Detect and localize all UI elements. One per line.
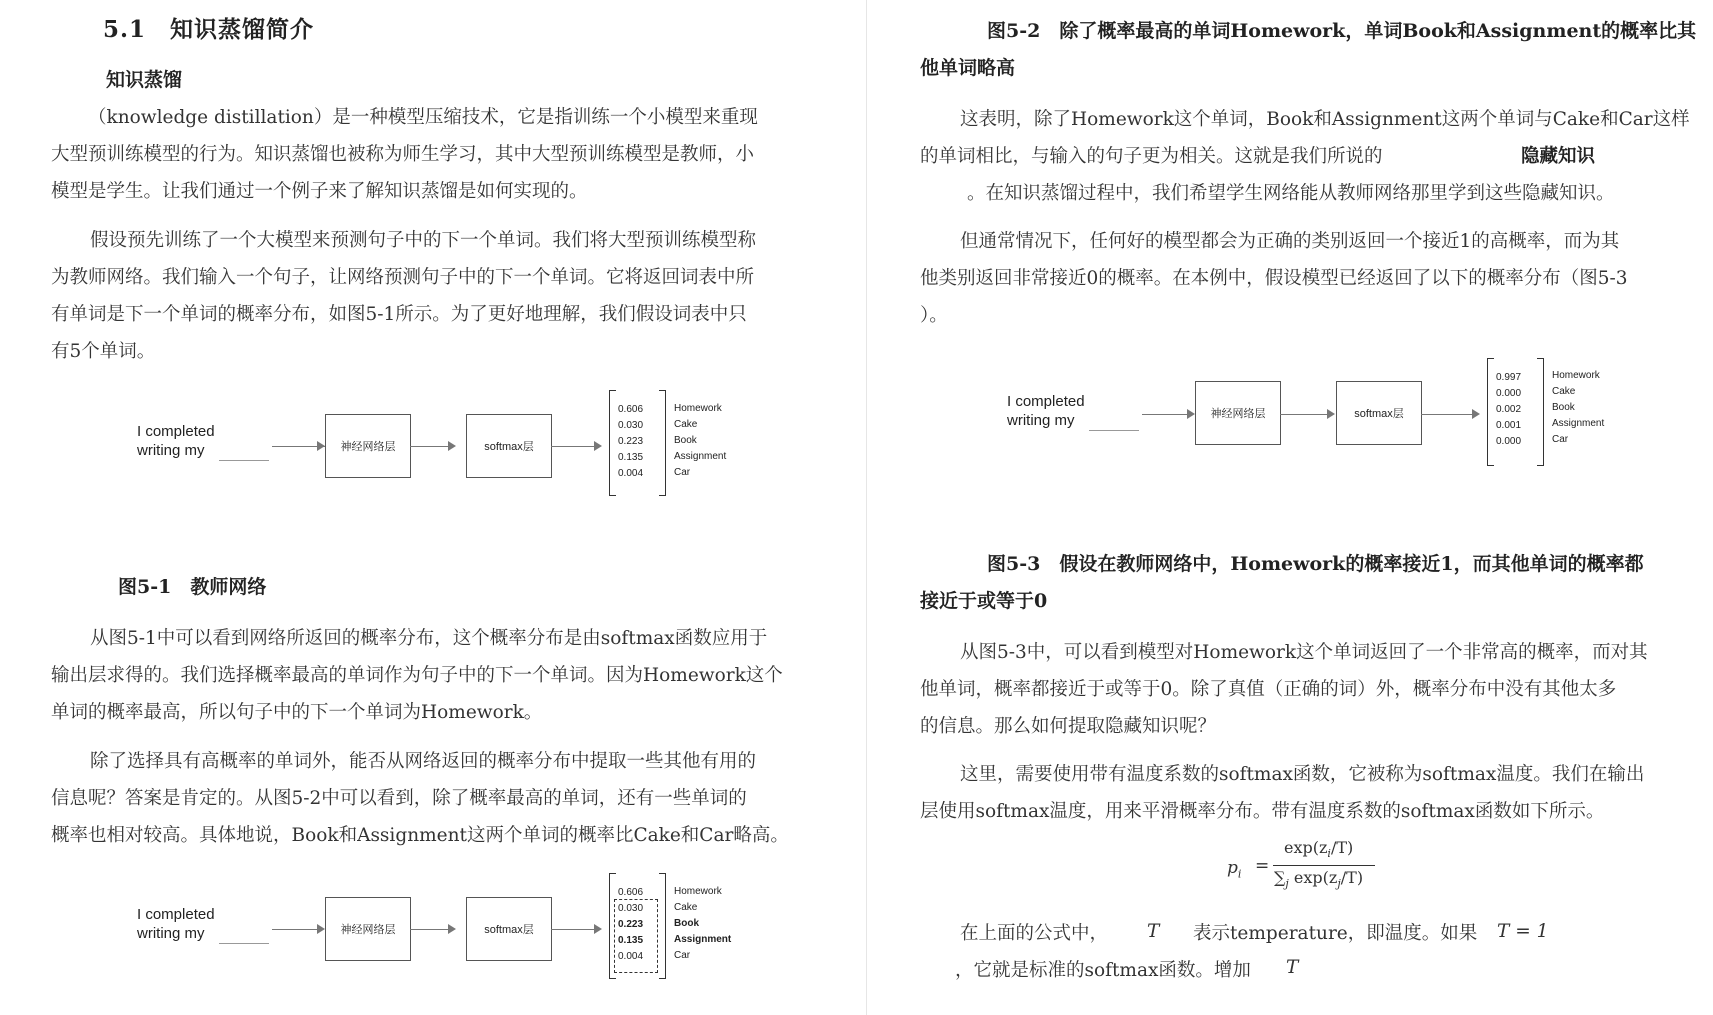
left-bracket	[609, 390, 616, 496]
fraction-bar	[1273, 865, 1375, 866]
word-label: Homework	[674, 403, 722, 414]
input-sentence-line1: I completed	[137, 906, 215, 923]
arrow-head	[448, 441, 456, 451]
paragraph-line: 但通常情况下，任何好的模型都会为正确的类别返回一个接近1的高概率，而为其	[960, 231, 1620, 252]
paragraph-line: 概率也相对较高。具体地说，Book和Assignment这两个单词的概率比Cake和Car略高。	[51, 825, 789, 846]
softmax-layer-box: softmax层	[1336, 381, 1422, 445]
arrow-head	[1327, 409, 1335, 419]
probability-value: 0.606	[618, 887, 644, 898]
word-label: Assignment	[1552, 418, 1605, 429]
input-underline	[1089, 430, 1139, 431]
paragraph-line: 输出层求得的。我们选择概率最高的单词作为句子中的下一个单词。因为Homework这个	[51, 665, 783, 686]
input-underline	[219, 460, 269, 461]
paragraph-line: ）。	[920, 305, 948, 326]
paragraph-line: 假设预先训练了一个大模型来预测句子中的下一个单词。我们将大型预训练模型称	[90, 230, 757, 251]
word-label: Car	[1552, 434, 1569, 445]
right-page	[867, 0, 1713, 1015]
arrow-head	[594, 924, 602, 934]
word-label: Cake	[1552, 386, 1576, 397]
word-label: Car	[674, 950, 691, 961]
section-title: 5.1 知识蒸馏简介	[103, 16, 315, 43]
hidden-knowledge-term: 隐藏知识	[1521, 146, 1596, 167]
neural-layer-box: 神经网络层	[325, 897, 411, 961]
word-column	[1552, 368, 1604, 448]
arrow-head	[1472, 409, 1480, 419]
formula-denominator: $\sum_j$ $\exp(z_j/T)$	[1274, 868, 1364, 891]
paragraph-line: 他类别返回非常接近0的概率。在本例中，假设模型已经返回了以下的概率分布（图5-3	[920, 268, 1628, 289]
paragraph-line: 大型预训练模型的行为。知识蒸馏也被称为师生学习，其中大型预训练模型是教师，小	[51, 144, 755, 165]
arrow-line	[551, 929, 599, 930]
figure-5-2-caption-line2: 他单词略高	[920, 57, 1016, 79]
probability-value: 0.030	[618, 420, 644, 431]
softmax-layer-box: softmax层	[466, 897, 552, 961]
softmax-temperature-formula	[1227, 838, 1427, 900]
input-sentence-line2: writing my	[1007, 412, 1075, 429]
arrow-head	[594, 441, 602, 451]
probability-value: 0.030	[618, 903, 644, 914]
arrow-line	[1280, 414, 1332, 415]
math-symbol-T: T	[1286, 957, 1299, 978]
formula-equals: =	[1255, 856, 1270, 876]
figure-5-3-diagram	[1007, 358, 1607, 468]
word-label: Book	[674, 435, 697, 446]
probability-value: 0.135	[618, 935, 644, 946]
probability-value: 0.223	[618, 436, 644, 447]
paragraph-line: 在上面的公式中，	[960, 923, 1109, 944]
probability-value: 0.000	[1496, 388, 1522, 399]
probability-column	[618, 885, 643, 965]
paragraph-line: 从图5-1中可以看到网络所返回的概率分布，这个概率分布是由softmax函数应用于	[90, 628, 768, 649]
formula-numerator: $\exp(z_i/T)$	[1284, 838, 1354, 861]
word-label: Book	[674, 918, 699, 929]
input-underline	[219, 943, 269, 944]
paragraph-line: 这里，需要使用带有温度系数的softmax函数，它被称为softmax温度。我们在输出	[960, 764, 1645, 785]
probability-value: 0.004	[618, 951, 644, 962]
word-label: Cake	[674, 902, 698, 913]
arrow-head	[1187, 409, 1195, 419]
paragraph-line: 有单词是下一个单词的概率分布，如图5-1所示。为了更好地理解，我们假设词表中只	[51, 304, 747, 325]
probability-value: 0.004	[618, 468, 644, 479]
probability-value: 0.606	[618, 404, 644, 415]
arrow-head	[317, 924, 325, 934]
paragraph-line: 从图5-3中，可以看到模型对Homework这个单词返回了一个非常高的概率，而对其	[960, 642, 1648, 663]
probability-value: 0.135	[618, 452, 644, 463]
word-label: Homework	[1552, 370, 1600, 381]
paragraph-line: 这表明，除了Homework这个单词，Book和Assignment这两个单词与Cake和Car这样	[960, 109, 1690, 130]
word-column	[674, 884, 731, 964]
word-label: Homework	[674, 886, 722, 897]
word-label: Car	[674, 467, 691, 478]
input-sentence-line2: writing my	[137, 442, 205, 459]
left-bracket	[1487, 358, 1494, 466]
paragraph-line: 有5个单词。	[51, 341, 156, 362]
probability-column	[618, 402, 643, 482]
word-label: Cake	[674, 419, 698, 430]
input-sentence-line2: writing my	[137, 925, 205, 942]
arrow-line	[1142, 414, 1192, 415]
probability-column	[1496, 370, 1521, 450]
paragraph-line: 单词的概率最高，所以句子中的下一个单词为Homework。	[51, 702, 543, 723]
softmax-layer-box: softmax层	[466, 414, 552, 478]
paragraph-line: 他单词，概率都接近于或等于0。除了真值（正确的词）外，概率分布中没有其他太多	[920, 679, 1617, 700]
paragraph-line: ，它就是标准的softmax函数。增加	[955, 960, 1251, 981]
paragraph-line: 信息呢？答案是肯定的。从图5-2中可以看到，除了概率最高的单词，还有一些单词的	[51, 788, 747, 809]
math-symbol-T: T	[1147, 921, 1160, 942]
paragraph-line: （knowledge distillation）是一种模型压缩技术，它是指训练一个小模型来重现	[88, 107, 758, 128]
probability-value: 0.000	[1496, 436, 1522, 447]
probability-value: 0.223	[618, 919, 644, 930]
input-sentence-line1: I completed	[1007, 393, 1085, 410]
figure-5-1-caption: 图5-1 教师网络	[118, 576, 267, 598]
figure-5-1-diagram	[137, 390, 737, 500]
neural-layer-box: 神经网络层	[325, 414, 411, 478]
math-T-equals-1: T = 1	[1497, 921, 1549, 942]
paragraph-line: 的信息。那么如何提取隐藏知识呢？	[920, 716, 1217, 737]
arrow-line	[551, 446, 599, 447]
probability-value: 0.001	[1496, 420, 1522, 431]
arrow-line	[272, 929, 322, 930]
word-label: Assignment	[674, 451, 727, 462]
arrow-head	[448, 924, 456, 934]
probability-value: 0.997	[1496, 372, 1522, 383]
paragraph-line: 的单词相比，与输入的句子更为相关。这就是我们所说的	[920, 146, 1383, 167]
right-bracket	[659, 873, 666, 979]
paragraph-line: 模型是学生。让我们通过一个例子来了解知识蒸馏是如何实现的。	[51, 181, 588, 202]
word-label: Book	[1552, 402, 1575, 413]
figure-5-3-caption-line2: 接近于或等于0	[920, 590, 1048, 612]
probability-value: 0.002	[1496, 404, 1522, 415]
arrow-head	[317, 441, 325, 451]
figure-5-3-caption-line1: 图5-3 假设在教师网络中，Homework的概率接近1，而其他单词的概率都	[987, 553, 1644, 575]
right-bracket	[659, 390, 666, 496]
arrow-line	[1421, 414, 1477, 415]
neural-layer-box: 神经网络层	[1195, 381, 1281, 445]
paragraph-line: 为教师网络。我们输入一个句子，让网络预测句子中的下一个单词。它将返回词表中所	[51, 267, 755, 288]
paragraph-line: 除了选择具有高概率的单词外，能否从网络返回的概率分布中提取一些其他有用的	[90, 751, 757, 772]
right-bracket	[1537, 358, 1544, 466]
paragraph-line: 。在知识蒸馏过程中，我们希望学生网络能从教师网络那里学到这些隐藏知识。	[967, 183, 1615, 204]
input-sentence-line1: I completed	[137, 423, 215, 440]
paragraph-line: 表示temperature，即温度。如果	[1193, 923, 1478, 944]
formula-lhs: $p_i$	[1227, 858, 1242, 881]
subsection-title: 知识蒸馏	[106, 69, 183, 91]
figure-5-2-caption-line1: 图5-2 除了概率最高的单词Homework，单词Book和Assignment的概率比其	[987, 20, 1697, 42]
paragraph-line: 层使用softmax温度，用来平滑概率分布。带有温度系数的softmax函数如下所示。	[920, 801, 1605, 822]
word-column	[674, 401, 726, 481]
figure-5-2-diagram	[137, 873, 737, 983]
word-label: Assignment	[674, 934, 732, 945]
